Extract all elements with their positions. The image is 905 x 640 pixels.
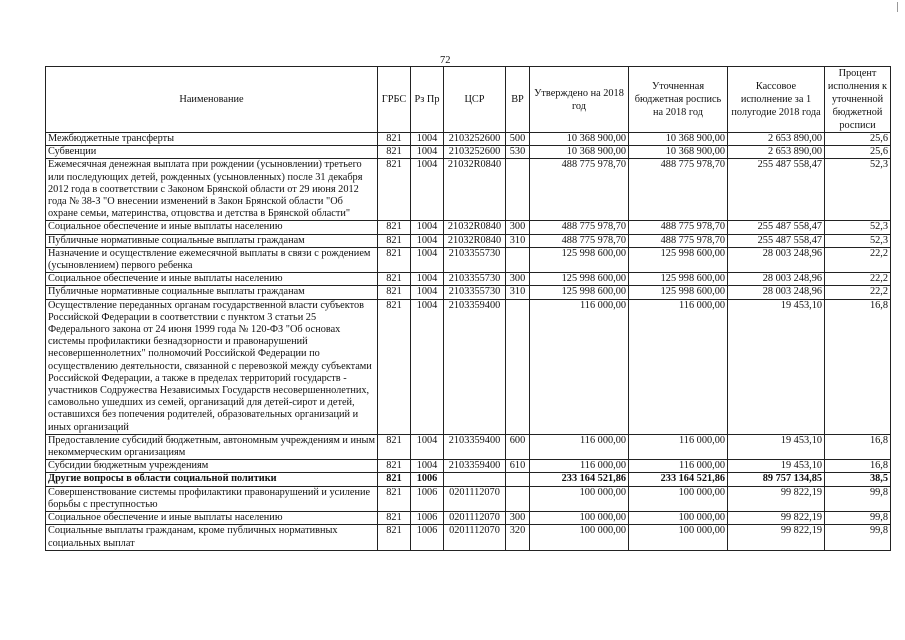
cell-rzpr: 1004	[411, 273, 444, 286]
cell-percent: 25,6	[825, 146, 891, 159]
cell-vr: 500	[506, 133, 530, 146]
cell-name: Другие вопросы в области социальной политики	[46, 473, 378, 486]
cell-grbs: 821	[378, 234, 411, 247]
cell-grbs: 821	[378, 133, 411, 146]
header-name: Наименование	[46, 67, 378, 133]
cell-vr: 600	[506, 434, 530, 459]
cell-grbs: 821	[378, 434, 411, 459]
cell-percent: 99,8	[825, 512, 891, 525]
cell-percent: 52,3	[825, 221, 891, 234]
cell-csr: 0201112070	[444, 486, 506, 511]
table-row	[46, 473, 891, 486]
table-row	[46, 221, 891, 234]
cell-rzpr: 1004	[411, 146, 444, 159]
cell-approved: 125 998 600,00	[530, 247, 629, 272]
cell-csr: 2103359400	[444, 460, 506, 473]
cell-rzpr: 1006	[411, 473, 444, 486]
cell-vr: 310	[506, 286, 530, 299]
cell-refined: 116 000,00	[629, 299, 728, 434]
cell-csr: 21032R0840	[444, 159, 506, 221]
cell-csr: 21032R0840	[444, 234, 506, 247]
cell-approved: 488 775 978,70	[530, 221, 629, 234]
cell-vr: 320	[506, 525, 530, 550]
cell-refined: 125 998 600,00	[629, 273, 728, 286]
table-row	[46, 273, 891, 286]
cell-percent: 99,8	[825, 525, 891, 550]
cell-vr: 300	[506, 273, 530, 286]
cell-vr	[506, 473, 530, 486]
cell-csr: 2103355730	[444, 286, 506, 299]
cell-name: Социальное обеспечение и иные выплаты населению	[46, 512, 378, 525]
scan-edge-mark	[897, 2, 898, 12]
table-row	[46, 512, 891, 525]
header-refined: Уточненная бюджетная роспись на 2018 год	[629, 67, 728, 133]
cell-grbs: 821	[378, 525, 411, 550]
cell-cash: 19 453,10	[728, 434, 825, 459]
cell-rzpr: 1004	[411, 299, 444, 434]
cell-refined: 10 368 900,00	[629, 146, 728, 159]
table-row	[46, 434, 891, 459]
cell-cash: 28 003 248,96	[728, 273, 825, 286]
cell-refined: 125 998 600,00	[629, 247, 728, 272]
cell-cash: 99 822,19	[728, 525, 825, 550]
cell-rzpr: 1004	[411, 286, 444, 299]
cell-approved: 488 775 978,70	[530, 159, 629, 221]
cell-percent: 25,6	[825, 133, 891, 146]
cell-percent: 16,8	[825, 299, 891, 434]
cell-rzpr: 1004	[411, 434, 444, 459]
cell-cash: 255 487 558,47	[728, 234, 825, 247]
cell-name: Осуществление переданных органам государственной власти субъектов Российской Федерации в соответствии с пунктом 3 статьи 25 Федерального закона от 24 июня 1999 года № 120-ФЗ "Об основах системы профилактики безнадзорности и правонарушений несовершеннолетних" полномочий Российской Федерации по осуществлению деятельности, связанной с перевозкой между субъектами Российской Федерации, а также в пределах территорий государств - участников Содружества Независимых Государств несовершеннолетних, самовольно ушедших из семей, организаций для детей-сирот и детей, оставшихся без попечения родителей, образовательных организаций и иных организаций	[46, 299, 378, 434]
cell-cash: 99 822,19	[728, 486, 825, 511]
cell-cash: 19 453,10	[728, 299, 825, 434]
cell-rzpr: 1004	[411, 159, 444, 221]
cell-vr: 300	[506, 512, 530, 525]
cell-grbs: 821	[378, 486, 411, 511]
cell-csr: 2103355730	[444, 247, 506, 272]
cell-name: Социальное обеспечение и иные выплаты населению	[46, 221, 378, 234]
cell-percent: 16,8	[825, 460, 891, 473]
cell-grbs: 821	[378, 512, 411, 525]
cell-approved: 100 000,00	[530, 486, 629, 511]
cell-approved: 233 164 521,86	[530, 473, 629, 486]
cell-refined: 100 000,00	[629, 486, 728, 511]
cell-refined: 100 000,00	[629, 525, 728, 550]
cell-name: Субсидии бюджетным учреждениям	[46, 460, 378, 473]
cell-name: Межбюджетные трансферты	[46, 133, 378, 146]
cell-grbs: 821	[378, 221, 411, 234]
cell-refined: 116 000,00	[629, 434, 728, 459]
cell-name: Субвенции	[46, 146, 378, 159]
cell-rzpr: 1004	[411, 234, 444, 247]
header-grbs: ГРБС	[378, 67, 411, 133]
table-row	[46, 247, 891, 272]
cell-name: Ежемесячная денежная выплата при рождении (усыновлении) третьего или последующих детей, рожденных (усыновленных) после 31 декабря 2012 года в соответствии с Законом Брянской области от 29 июня 2012 года № 38-З "О внесении изменений в Закон Брянской области "Об охране семьи, материнства, отцовства и детства в Брянской области"	[46, 159, 378, 221]
budget-table	[45, 66, 891, 551]
cell-name: Публичные нормативные социальные выплаты гражданам	[46, 234, 378, 247]
cell-cash: 2 653 890,00	[728, 146, 825, 159]
cell-name: Социальное обеспечение и иные выплаты населению	[46, 273, 378, 286]
cell-rzpr: 1004	[411, 247, 444, 272]
cell-cash: 2 653 890,00	[728, 133, 825, 146]
cell-percent: 16,8	[825, 434, 891, 459]
header-approved: Утверждено на 2018 год	[530, 67, 629, 133]
cell-percent: 52,3	[825, 159, 891, 221]
cell-percent: 22,2	[825, 273, 891, 286]
cell-grbs: 821	[378, 247, 411, 272]
cell-rzpr: 1004	[411, 133, 444, 146]
cell-vr: 310	[506, 234, 530, 247]
cell-approved: 100 000,00	[530, 525, 629, 550]
cell-refined: 233 164 521,86	[629, 473, 728, 486]
cell-grbs: 821	[378, 286, 411, 299]
page-number: 72	[440, 55, 451, 66]
header-csr: ЦСР	[444, 67, 506, 133]
cell-percent: 99,8	[825, 486, 891, 511]
cell-refined: 488 775 978,70	[629, 221, 728, 234]
cell-grbs: 821	[378, 460, 411, 473]
cell-approved: 116 000,00	[530, 434, 629, 459]
cell-cash: 28 003 248,96	[728, 247, 825, 272]
cell-rzpr: 1006	[411, 512, 444, 525]
cell-approved: 100 000,00	[530, 512, 629, 525]
cell-vr	[506, 159, 530, 221]
cell-refined: 488 775 978,70	[629, 159, 728, 221]
cell-vr	[506, 486, 530, 511]
table-row	[46, 159, 891, 221]
cell-vr: 300	[506, 221, 530, 234]
cell-cash: 28 003 248,96	[728, 286, 825, 299]
cell-cash: 89 757 134,85	[728, 473, 825, 486]
table-row	[46, 299, 891, 434]
header-rzpr: Рз Пр	[411, 67, 444, 133]
cell-vr	[506, 299, 530, 434]
table-row	[46, 460, 891, 473]
cell-vr: 530	[506, 146, 530, 159]
cell-approved: 125 998 600,00	[530, 273, 629, 286]
cell-percent: 22,2	[825, 286, 891, 299]
table-row	[46, 146, 891, 159]
cell-percent: 22,2	[825, 247, 891, 272]
cell-csr: 2103252600	[444, 146, 506, 159]
cell-refined: 125 998 600,00	[629, 286, 728, 299]
cell-csr: 0201112070	[444, 512, 506, 525]
cell-grbs: 821	[378, 273, 411, 286]
cell-name: Назначение и осуществление ежемесячной выплаты в связи с рождением (усыновлением) первого ребенка	[46, 247, 378, 272]
cell-rzpr: 1004	[411, 221, 444, 234]
cell-cash: 255 487 558,47	[728, 221, 825, 234]
cell-approved: 116 000,00	[530, 460, 629, 473]
cell-refined: 100 000,00	[629, 512, 728, 525]
cell-cash: 255 487 558,47	[728, 159, 825, 221]
cell-csr: 2103355730	[444, 273, 506, 286]
cell-percent: 38,5	[825, 473, 891, 486]
cell-percent: 52,3	[825, 234, 891, 247]
cell-vr: 610	[506, 460, 530, 473]
table-row	[46, 525, 891, 550]
cell-approved: 488 775 978,70	[530, 234, 629, 247]
table-row	[46, 486, 891, 511]
cell-csr: 2103359400	[444, 434, 506, 459]
cell-name: Предоставление субсидий бюджетным, автономным учреждениям и иным некоммерческим организациям	[46, 434, 378, 459]
cell-csr: 0201112070	[444, 525, 506, 550]
cell-refined: 488 775 978,70	[629, 234, 728, 247]
table-body	[46, 133, 891, 551]
header-cash: Кассовое исполнение за 1 полугодие 2018 года	[728, 67, 825, 133]
cell-rzpr: 1006	[411, 525, 444, 550]
cell-cash: 99 822,19	[728, 512, 825, 525]
cell-csr: 2103359400	[444, 299, 506, 434]
table-row	[46, 286, 891, 299]
cell-refined: 116 000,00	[629, 460, 728, 473]
cell-csr	[444, 473, 506, 486]
cell-rzpr: 1004	[411, 460, 444, 473]
table-row	[46, 133, 891, 146]
cell-refined: 10 368 900,00	[629, 133, 728, 146]
cell-grbs: 821	[378, 473, 411, 486]
cell-approved: 125 998 600,00	[530, 286, 629, 299]
cell-cash: 19 453,10	[728, 460, 825, 473]
cell-name: Публичные нормативные социальные выплаты гражданам	[46, 286, 378, 299]
cell-approved: 10 368 900,00	[530, 133, 629, 146]
header-row	[46, 67, 891, 133]
header-percent: Процент исполнения к уточненной бюджетной росписи	[825, 67, 891, 133]
cell-csr: 2103252600	[444, 133, 506, 146]
cell-csr: 21032R0840	[444, 221, 506, 234]
cell-grbs: 821	[378, 159, 411, 221]
table-row	[46, 234, 891, 247]
header-vr: ВР	[506, 67, 530, 133]
cell-name: Совершенствование системы профилактики правонарушений и усиление борьбы с преступностью	[46, 486, 378, 511]
cell-approved: 10 368 900,00	[530, 146, 629, 159]
cell-rzpr: 1006	[411, 486, 444, 511]
cell-name: Социальные выплаты гражданам, кроме публичных нормативных социальных выплат	[46, 525, 378, 550]
cell-approved: 116 000,00	[530, 299, 629, 434]
cell-grbs: 821	[378, 299, 411, 434]
cell-grbs: 821	[378, 146, 411, 159]
cell-vr	[506, 247, 530, 272]
